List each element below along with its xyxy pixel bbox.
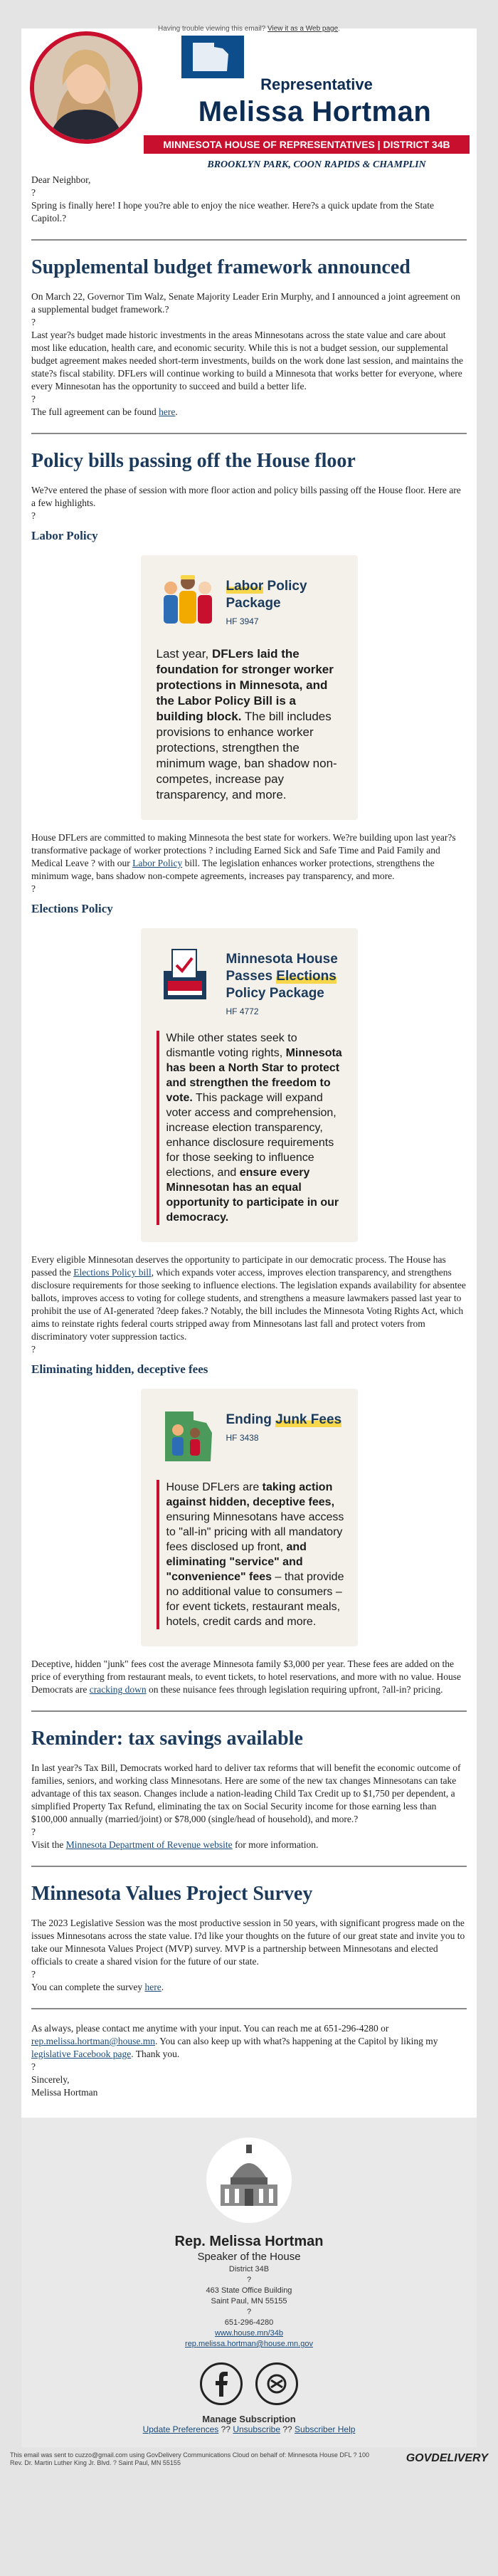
header-banner bbox=[21, 28, 477, 170]
elections-p-text: Every eligible Minnesotan deserves the opportunity to participate in our democratic process. The House has passed the bbox=[31, 1254, 446, 1278]
spacer-mark: ? bbox=[246, 2308, 252, 2316]
facebook-icon[interactable] bbox=[200, 2362, 243, 2405]
elections-heading: Elections Policy bbox=[31, 902, 113, 915]
survey-p1: The 2023 Legislative Session was the most productive session in 50 years, with significant progress made on the issues Minnesotans across the state value. I?d like your thoughts on the future of our great state and invite you to take our Minnesota Values Project (MVP) survey. MVP is a partnership between Minnesotans and elected officials to create a shared vision for the future of our state. bbox=[31, 1918, 465, 1967]
fees-paragraph bbox=[31, 1658, 467, 1696]
labor-policy-link[interactable]: Labor Policy bbox=[132, 858, 183, 868]
greeting: Dear Neighbor, bbox=[31, 174, 91, 185]
survey-link[interactable]: here bbox=[144, 1982, 161, 1992]
tax-p2 bbox=[31, 1839, 467, 1851]
elections-card-text-mid: This package will expand voter access and comprehension, increase election transparency, enhance disclosure requirements for those seeking to influence elections, and bbox=[166, 1092, 337, 1179]
divider bbox=[31, 433, 467, 434]
divider bbox=[31, 1710, 467, 1712]
tax-p2-text: Visit the bbox=[31, 1839, 66, 1850]
minnesota-state-logo bbox=[181, 36, 244, 78]
tax-heading: Reminder: tax savings available bbox=[31, 1728, 303, 1750]
survey-p2-text: You can complete the survey bbox=[31, 1982, 145, 1992]
capitol-building-icon bbox=[206, 2135, 292, 2227]
elections-bill-number: HF 4772 bbox=[226, 1006, 259, 1016]
subscription-links bbox=[21, 2424, 477, 2434]
elections-paragraph bbox=[31, 1253, 467, 1343]
link-separator: ?? bbox=[218, 2424, 233, 2434]
fees-card-title-pre: Ending bbox=[226, 1412, 276, 1427]
labor-bill-number: HF 3947 bbox=[226, 616, 259, 626]
signoff: Sincerely, bbox=[31, 2074, 70, 2085]
fees-card-text-bold1: taking action against hidden, deceptive fees, bbox=[166, 1481, 335, 1508]
divider bbox=[31, 2008, 467, 2009]
fees-p-text: Deceptive, hidden "junk" fees cost the average Minnesota family $3,000 per year. These fees are added on the price of everything from restaurant meals, to event tickets, to hotel reservations, and more with no value. House Democrats are bbox=[31, 1658, 461, 1695]
spacer-mark: ? bbox=[31, 883, 36, 894]
spacer-mark: ? bbox=[246, 2276, 252, 2284]
closing-text: As always, please contact me anytime with your input. You can reach me at 651-296-4280 or bbox=[31, 2023, 389, 2034]
survey-p2 bbox=[31, 1981, 467, 1994]
labor-p-text: House DFLers are committed to making Minnesota the best state for workers. We?re building upon last year?s transformative package of worker protections ? including Earned Sick and Safe Time and Paid Family and Medical Leave ? with our bbox=[31, 832, 456, 868]
divider bbox=[31, 239, 467, 241]
fees-bill-number: HF 3438 bbox=[226, 1433, 259, 1443]
labor-p-end: bill. The legislation enhances worker protections, strengthens the minimum wage, bans shadow non-compete agreements, increases pay transparency, and more. bbox=[31, 858, 435, 881]
web-page-link[interactable]: View it as a Web page bbox=[267, 25, 339, 33]
elections-policy-link[interactable]: Elections Policy bill bbox=[73, 1267, 152, 1278]
ballot-box-icon bbox=[157, 944, 219, 1006]
intro-text: Spring is finally here! I hope you?re able to enjoy the nice weather. Here?s a quick update from the State Capitol.? bbox=[31, 200, 435, 224]
budget-p1: On March 22, Governor Tim Walz, Senate Majority Leader Erin Murphy, and I announced a joint agreement on a supplemental budget framework.? bbox=[31, 291, 460, 315]
agreement-link[interactable]: here bbox=[159, 406, 176, 417]
legal-line-2: Rev. Dr. Martin Luther King Jr. Blvd. ? Saint Paul, MN 55155 bbox=[10, 2459, 181, 2466]
spacer-mark: ? bbox=[31, 2061, 36, 2072]
footer-address-2: Saint Paul, MN 55155 bbox=[211, 2297, 287, 2306]
survey-p2-end: . bbox=[161, 1982, 164, 1992]
footer-phone: 651-296-4280 bbox=[224, 2318, 274, 2327]
footer-address-1: 463 State Office Building bbox=[206, 2286, 292, 2295]
family-map-icon bbox=[157, 1404, 219, 1467]
cities-line: BROOKLYN PARK, COON RAPIDS & CHAMPLIN bbox=[207, 159, 426, 170]
closing-text-mid: . You can also keep up with what?s happening at the Capitol by liking my bbox=[155, 2036, 438, 2046]
spacer-mark: ? bbox=[31, 510, 36, 521]
manage-subscription-label: Manage Subscription bbox=[202, 2414, 296, 2424]
elections-policy-card bbox=[141, 928, 358, 1242]
policy-heading: Policy bills passing off the House floor bbox=[31, 450, 356, 472]
representative-name: Melissa Hortman bbox=[198, 96, 432, 127]
district-banner: MINNESOTA HOUSE OF REPRESENTATIVES | DISTRICT 34B bbox=[144, 135, 470, 154]
elections-card-title-highlight: Elections bbox=[276, 969, 337, 984]
labor-card-title bbox=[226, 571, 345, 612]
share-icon[interactable] bbox=[255, 2362, 298, 2405]
spacer-mark: ? bbox=[31, 1344, 36, 1355]
preheader-text: Having trouble viewing this email? bbox=[158, 25, 268, 33]
tax-p2-end: for more information. bbox=[232, 1839, 319, 1850]
budget-p3 bbox=[31, 406, 467, 419]
elections-card-text-bold1: Minnesota has been a North Star to protect and strengthen the freedom to vote. bbox=[166, 1047, 342, 1104]
divider bbox=[31, 1866, 467, 1867]
elections-card-title-pre: Minnesota House Passes bbox=[226, 952, 338, 984]
junk-fees-card bbox=[141, 1389, 358, 1646]
fees-heading: Eliminating hidden, deceptive fees bbox=[31, 1362, 208, 1376]
elections-card-title bbox=[226, 944, 345, 1002]
legal-footer bbox=[0, 2447, 498, 2474]
budget-p2: Last year?s budget made historic investments in the areas Minnesotans across the state value and care about most like education, health care, and economic security. While this is not a budget session, our supplemental budget agreement makes needed short-term investments, builds on the work done last session, and maintains the state?s fiscal stability. DFLers will continue working to build a Minnesota that works better for everyone, where every Minnesotan has the opportunity to succeed and build a better life. bbox=[31, 330, 463, 391]
email-container bbox=[21, 28, 477, 2447]
labor-policy-card bbox=[141, 555, 358, 820]
preheader-period: . bbox=[338, 25, 340, 33]
fees-card-text-pre: House DFLers are bbox=[166, 1481, 263, 1493]
spacer-mark: ? bbox=[31, 1969, 36, 1980]
labor-paragraph bbox=[31, 831, 467, 883]
govdelivery-logo: GOVDELIVERY bbox=[406, 2452, 488, 2464]
fees-p-end: on these nuisance fees through legislation requiring upfront, ?all-in? pricing. bbox=[146, 1684, 443, 1695]
unsubscribe-link[interactable]: Unsubscribe bbox=[233, 2424, 281, 2434]
fees-card-text-post: – that provide no additional value to consumers – for event tickets, restaurant meals, hotels, credit cards and more. bbox=[166, 1571, 344, 1628]
fees-card-title bbox=[226, 1404, 342, 1429]
spacer-mark: ? bbox=[31, 394, 36, 404]
budget-p3-text: The full agreement can be found bbox=[31, 406, 159, 417]
cracking-down-link[interactable]: cracking down bbox=[89, 1684, 147, 1695]
social-links bbox=[21, 2362, 477, 2405]
footer bbox=[21, 2118, 477, 2447]
elections-card-title-post: Policy Package bbox=[226, 986, 324, 1001]
budget-p3-end: . bbox=[175, 406, 178, 417]
footer-email-link[interactable]: rep.melissa.hortman@house.mn.gov bbox=[185, 2340, 313, 2348]
closing-paragraph bbox=[31, 2022, 467, 2061]
labor-card-text bbox=[157, 646, 345, 803]
portrait-photo bbox=[30, 31, 142, 144]
legal-line-1: This email was sent to cuzzo@gmail.com using GovDelivery Communications Cloud on behalf of: Minnesota House DFL ? 100 bbox=[10, 2451, 370, 2459]
elections-card-text-pre: While other states seek to dismantle voting rights, bbox=[166, 1032, 297, 1059]
fees-card-text-bold2: and eliminating "service" and "convenience" fees bbox=[166, 1541, 307, 1583]
email-link[interactable]: rep.melissa.hortman@house.mn bbox=[31, 2036, 156, 2046]
elections-card-text-bold2: ensure every Minnesotan has an equal opportunity to participate in our democracy. bbox=[166, 1167, 339, 1224]
update-preferences-link[interactable]: Update Preferences bbox=[142, 2424, 219, 2434]
closing-text-end: . Thank you. bbox=[131, 2049, 180, 2059]
footer-title: Speaker of the House bbox=[197, 2251, 301, 2263]
fees-card-text-mid: ensuring Minnesotans have access to "all-in" pricing with all mandatory fees disclosed up front, bbox=[166, 1511, 344, 1553]
spacer-mark: ? bbox=[31, 187, 36, 198]
labor-card-text-bold: DFLers laid the foundation for stronger worker protections in Minnesota, and the Labor Policy Bill is a building block. bbox=[156, 647, 334, 723]
footer-rep-name: Rep. Melissa Hortman bbox=[174, 2234, 324, 2249]
elections-p-end: , which expands voter access, improves election transparency, and strengthens disclosure requirements for those seeking to influence elections. The legislation expands availability for absentee ballots, improves access to voting for college students, and strengthens a measure lawmakers passed last year to prohibit the use of AI-generated ?deep fakes.? Notably, the bill includes the Minnesota Voting Rights Act, which aims to reinstate rights federal courts stripped away from Minnesotans last fall and protect voters from discriminatory voter suppression tactics. bbox=[31, 1267, 466, 1342]
labor-card-title-post: Policy Package bbox=[226, 579, 307, 611]
signature-name: Melissa Hortman bbox=[31, 2087, 98, 2098]
policy-intro: We?ve entered the phase of session with more floor action and policy bills passing off the House floor. Here are a few highlights. bbox=[31, 485, 461, 508]
elections-card-text bbox=[157, 1031, 345, 1225]
labor-heading: Labor Policy bbox=[31, 529, 98, 542]
footer-website-link[interactable]: www.house.mn/34b bbox=[215, 2329, 283, 2338]
fees-card-title-highlight: Junk Fees bbox=[275, 1412, 342, 1427]
labor-card-text-pre: Last year, bbox=[156, 647, 212, 661]
budget-heading: Supplemental budget framework announced bbox=[31, 256, 410, 278]
labor-card-title-highlight: Labor bbox=[226, 579, 264, 594]
spacer-mark: ? bbox=[31, 1826, 36, 1837]
labor-card-text-post: The bill includes provisions to enhance worker protections, strengthen the minimum wage, ban shadow non-competes, increase pay transparency, and more. bbox=[156, 710, 337, 801]
revenue-website-link[interactable]: Minnesota Department of Revenue website bbox=[65, 1839, 233, 1850]
fees-card-text bbox=[157, 1480, 345, 1629]
representative-label: Representative bbox=[260, 75, 373, 93]
survey-heading: Minnesota Values Project Survey bbox=[31, 1883, 313, 1905]
spacer-mark: ? bbox=[31, 317, 36, 327]
subscriber-help-link[interactable]: Subscriber Help bbox=[295, 2424, 356, 2434]
facebook-page-link[interactable]: legislative Facebook page bbox=[31, 2049, 132, 2059]
link-separator: ?? bbox=[280, 2424, 295, 2434]
preheader bbox=[0, 0, 498, 33]
email-body bbox=[21, 155, 477, 2099]
tax-p1: In last year?s Tax Bill, Democrats worked hard to deliver tax reforms that will benefit the economic outcome of families, seniors, and working class Minnesotans. Here are some of the new tax changes Minnesotans can take advantage of this tax season. Changes include a nation-leading Child Tax Credit up to $1,750 per dependent, a simplified Property Tax Refund, eliminating the tax on Social Security income for those earning less than $100,000 annually (married/joint) or $78,000 (single/head of household), and more.? bbox=[31, 1762, 461, 1824]
workers-illustration-icon bbox=[157, 571, 219, 634]
footer-district: District 34B bbox=[228, 2265, 270, 2273]
